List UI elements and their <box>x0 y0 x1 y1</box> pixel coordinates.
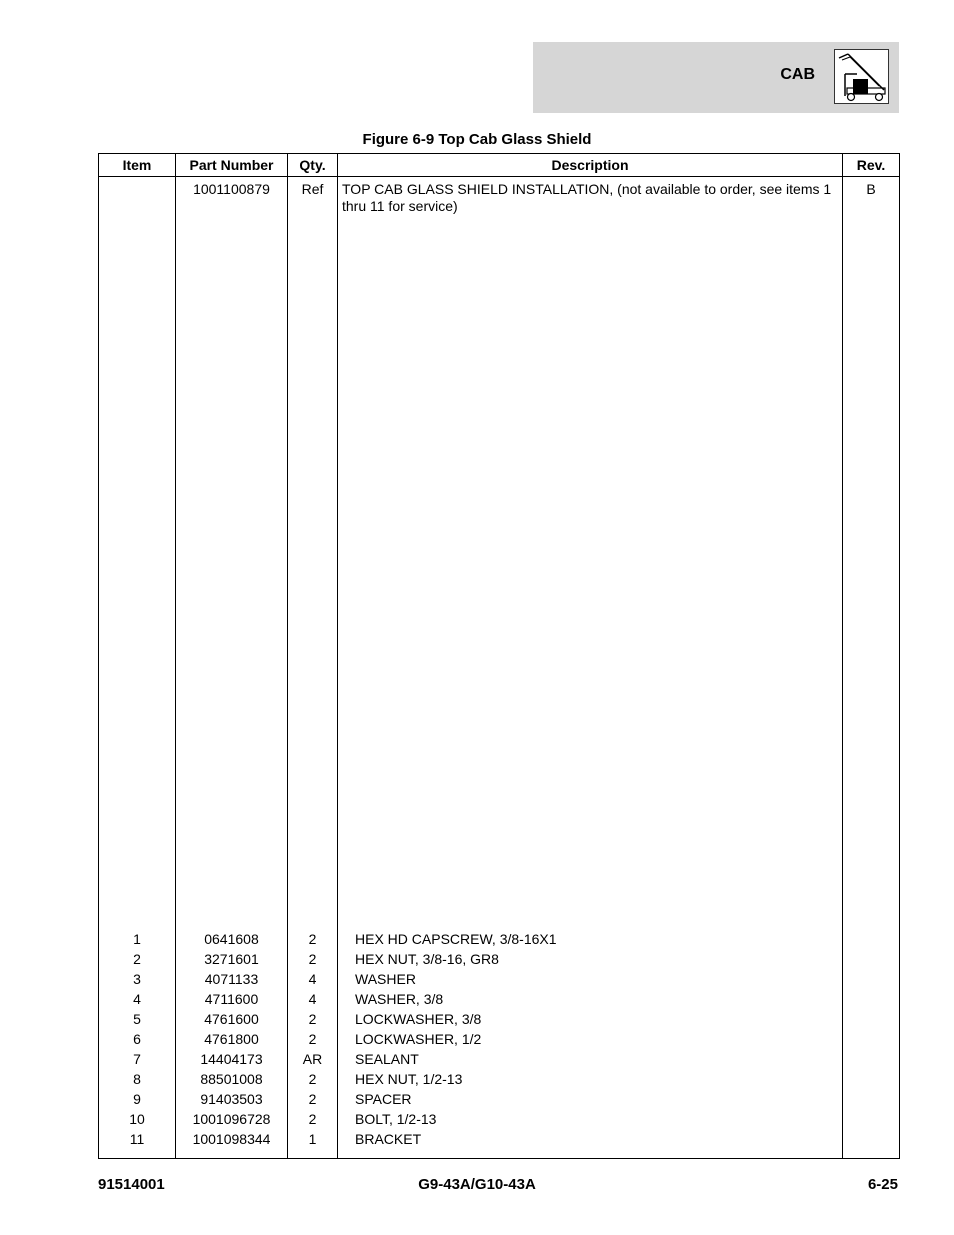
description-cell: SPACER <box>338 1089 843 1109</box>
rev-cell <box>843 1089 900 1109</box>
item-cell: 3 <box>99 969 176 989</box>
rev-cell <box>843 989 900 1009</box>
table-row <box>99 929 900 949</box>
column-header-description: Description <box>338 154 843 177</box>
description-cell: HEX NUT, 3/8-16, GR8 <box>338 949 843 969</box>
part-number-cell: 14404173 <box>176 1049 288 1069</box>
item-cell: 7 <box>99 1049 176 1069</box>
rev-cell: B <box>843 177 900 930</box>
qty-cell: Ref <box>288 177 338 930</box>
table-row <box>99 1049 900 1069</box>
description-cell: BOLT, 1/2-13 <box>338 1109 843 1129</box>
table-row <box>99 1009 900 1029</box>
figure-title: Figure 6-9 Top Cab Glass Shield <box>362 131 592 148</box>
table-row <box>99 1129 900 1149</box>
table-filler-row <box>99 1149 900 1158</box>
item-cell: 4 <box>99 989 176 1009</box>
description-cell: TOP CAB GLASS SHIELD INSTALLATION, (not available to order, see items 1 thru 11 for service) <box>338 177 843 930</box>
qty-cell: 2 <box>288 929 338 949</box>
rev-cell <box>843 1109 900 1129</box>
column-header-part-number: Part Number <box>176 154 288 177</box>
telehandler-cab-icon <box>834 49 889 104</box>
rev-cell <box>843 1069 900 1089</box>
footer-page-number: 6-25 <box>867 1176 898 1193</box>
part-number-cell: 91403503 <box>176 1089 288 1109</box>
description-cell: SEALANT <box>338 1049 843 1069</box>
qty-cell: 2 <box>288 949 338 969</box>
part-number-cell: 4761800 <box>176 1029 288 1049</box>
description-cell: HEX NUT, 1/2-13 <box>338 1069 843 1089</box>
item-cell: 2 <box>99 949 176 969</box>
table-row <box>99 949 900 969</box>
part-number-cell: 4711600 <box>176 989 288 1009</box>
footer-model: G9-43A/G10-43A <box>418 1176 536 1193</box>
rev-cell <box>843 949 900 969</box>
table-row <box>99 177 900 930</box>
qty-cell: 1 <box>288 1129 338 1149</box>
item-cell: 5 <box>99 1009 176 1029</box>
part-number-cell: 1001096728 <box>176 1109 288 1129</box>
description-cell: HEX HD CAPSCREW, 3/8-16X1 <box>338 929 843 949</box>
rev-cell <box>843 1009 900 1029</box>
description-cell: LOCKWASHER, 1/2 <box>338 1029 843 1049</box>
table-row <box>99 1069 900 1089</box>
table-row <box>99 1089 900 1109</box>
item-cell: 10 <box>99 1109 176 1129</box>
item-cell: 6 <box>99 1029 176 1049</box>
qty-cell: 2 <box>288 1109 338 1129</box>
table-row <box>99 1029 900 1049</box>
item-cell: 9 <box>99 1089 176 1109</box>
qty-cell: 4 <box>288 969 338 989</box>
qty-cell: AR <box>288 1049 338 1069</box>
table-header-row <box>99 154 900 177</box>
part-number-cell: 4761600 <box>176 1009 288 1029</box>
parts-table <box>98 153 900 1159</box>
part-number-cell: 4071133 <box>176 969 288 989</box>
section-label: CAB <box>780 66 815 83</box>
rev-cell <box>843 1029 900 1049</box>
part-number-cell: 1001098344 <box>176 1129 288 1149</box>
qty-cell: 2 <box>288 1009 338 1029</box>
qty-cell: 4 <box>288 989 338 1009</box>
description-cell: LOCKWASHER, 3/8 <box>338 1009 843 1029</box>
column-header-item: Item <box>99 154 176 177</box>
column-header-rev: Rev. <box>843 154 900 177</box>
part-number-cell: 0641608 <box>176 929 288 949</box>
qty-cell: 2 <box>288 1029 338 1049</box>
rev-cell <box>843 929 900 949</box>
description-cell: BRACKET <box>338 1129 843 1149</box>
qty-cell: 2 <box>288 1069 338 1089</box>
section-header <box>533 42 899 113</box>
description-cell: WASHER <box>338 969 843 989</box>
rev-cell <box>843 969 900 989</box>
rev-cell <box>843 1049 900 1069</box>
item-cell: 11 <box>99 1129 176 1149</box>
rev-cell <box>843 1129 900 1149</box>
item-cell: 8 <box>99 1069 176 1089</box>
description-cell: WASHER, 3/8 <box>338 989 843 1009</box>
item-cell: 1 <box>99 929 176 949</box>
table-row <box>99 1109 900 1129</box>
table-row <box>99 989 900 1009</box>
part-number-cell: 88501008 <box>176 1069 288 1089</box>
part-number-cell: 1001100879 <box>176 177 288 930</box>
table-row <box>99 969 900 989</box>
part-number-cell: 3271601 <box>176 949 288 969</box>
item-cell <box>99 177 176 930</box>
qty-cell: 2 <box>288 1089 338 1109</box>
footer-doc-number: 91514001 <box>98 1176 165 1193</box>
column-header-qty: Qty. <box>288 154 338 177</box>
